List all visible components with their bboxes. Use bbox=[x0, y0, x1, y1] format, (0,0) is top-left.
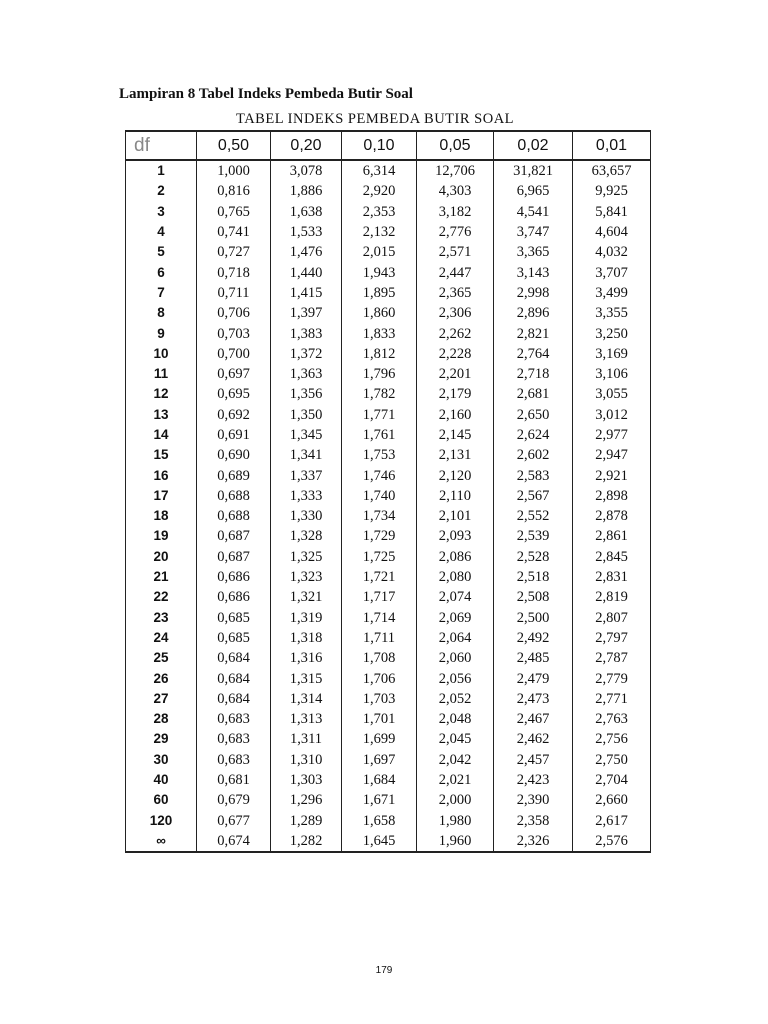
value-cell: 2,920 bbox=[342, 181, 417, 201]
value-cell: 1,318 bbox=[271, 628, 342, 648]
value-cell: 1,761 bbox=[342, 425, 417, 445]
column-header-significance: 0,20 bbox=[271, 131, 342, 160]
table-row bbox=[126, 668, 651, 688]
value-cell: 3,499 bbox=[573, 283, 651, 303]
df-cell: 25 bbox=[126, 648, 197, 668]
df-cell: 1 bbox=[126, 160, 197, 181]
value-cell: 2,977 bbox=[573, 425, 651, 445]
value-cell: 0,700 bbox=[197, 344, 271, 364]
value-cell: 1,440 bbox=[271, 262, 342, 282]
value-cell: 2,064 bbox=[417, 628, 494, 648]
value-cell: 1,703 bbox=[342, 689, 417, 709]
table-row bbox=[126, 729, 651, 749]
value-cell: 2,763 bbox=[573, 709, 651, 729]
value-cell: 2,756 bbox=[573, 729, 651, 749]
value-cell: 0,684 bbox=[197, 648, 271, 668]
value-cell: 0,684 bbox=[197, 689, 271, 709]
value-cell: 1,943 bbox=[342, 262, 417, 282]
value-cell: 2,048 bbox=[417, 709, 494, 729]
value-cell: 3,707 bbox=[573, 262, 651, 282]
value-cell: 0,685 bbox=[197, 628, 271, 648]
value-cell: 0,684 bbox=[197, 668, 271, 688]
table-row bbox=[126, 628, 651, 648]
value-cell: 1,645 bbox=[342, 831, 417, 852]
value-cell: 2,110 bbox=[417, 486, 494, 506]
value-cell: 2,528 bbox=[494, 547, 573, 567]
table-title: TABEL INDEKS PEMBEDA BUTIR SOAL bbox=[236, 111, 515, 127]
value-cell: 1,771 bbox=[342, 405, 417, 425]
value-cell: 2,000 bbox=[417, 790, 494, 810]
df-cell: 21 bbox=[126, 567, 197, 587]
value-cell: 2,132 bbox=[342, 222, 417, 242]
value-cell: 1,886 bbox=[271, 181, 342, 201]
value-cell: 2,771 bbox=[573, 689, 651, 709]
value-cell: 1,330 bbox=[271, 506, 342, 526]
value-cell: 12,706 bbox=[417, 160, 494, 181]
value-cell: 0,677 bbox=[197, 811, 271, 831]
value-cell: 2,921 bbox=[573, 465, 651, 485]
value-cell: 1,356 bbox=[271, 384, 342, 404]
value-cell: 0,691 bbox=[197, 425, 271, 445]
value-cell: 1,812 bbox=[342, 344, 417, 364]
table-row bbox=[126, 364, 651, 384]
value-cell: 9,925 bbox=[573, 181, 651, 201]
value-cell: 2,947 bbox=[573, 445, 651, 465]
table-row bbox=[126, 750, 651, 770]
table-row bbox=[126, 384, 651, 404]
value-cell: 2,145 bbox=[417, 425, 494, 445]
table-row bbox=[126, 303, 651, 323]
value-cell: 2,201 bbox=[417, 364, 494, 384]
table-row bbox=[126, 831, 651, 852]
df-cell: 26 bbox=[126, 668, 197, 688]
value-cell: 0,683 bbox=[197, 750, 271, 770]
value-cell: 1,796 bbox=[342, 364, 417, 384]
value-cell: 3,055 bbox=[573, 384, 651, 404]
table-row bbox=[126, 770, 651, 790]
value-cell: 0,688 bbox=[197, 506, 271, 526]
column-header-significance: 0,02 bbox=[494, 131, 573, 160]
value-cell: 1,315 bbox=[271, 668, 342, 688]
value-cell: 2,787 bbox=[573, 648, 651, 668]
value-cell: 1,714 bbox=[342, 608, 417, 628]
value-cell: 1,296 bbox=[271, 790, 342, 810]
value-cell: 1,415 bbox=[271, 283, 342, 303]
table-row bbox=[126, 262, 651, 282]
value-cell: 1,345 bbox=[271, 425, 342, 445]
value-cell: 1,729 bbox=[342, 526, 417, 546]
value-cell: 3,250 bbox=[573, 323, 651, 343]
value-cell: 3,355 bbox=[573, 303, 651, 323]
value-cell: 1,316 bbox=[271, 648, 342, 668]
table-row bbox=[126, 567, 651, 587]
table-row bbox=[126, 526, 651, 546]
value-cell: 3,078 bbox=[271, 160, 342, 181]
value-cell: 2,228 bbox=[417, 344, 494, 364]
value-cell: 1,383 bbox=[271, 323, 342, 343]
value-cell: 1,476 bbox=[271, 242, 342, 262]
table-row bbox=[126, 323, 651, 343]
value-cell: 2,845 bbox=[573, 547, 651, 567]
value-cell: 2,764 bbox=[494, 344, 573, 364]
value-cell: 2,069 bbox=[417, 608, 494, 628]
value-cell: 2,365 bbox=[417, 283, 494, 303]
value-cell: 0,690 bbox=[197, 445, 271, 465]
value-cell: 2,101 bbox=[417, 506, 494, 526]
value-cell: 0,695 bbox=[197, 384, 271, 404]
value-cell: 5,841 bbox=[573, 202, 651, 222]
df-cell: 13 bbox=[126, 405, 197, 425]
table-row bbox=[126, 465, 651, 485]
value-cell: 1,372 bbox=[271, 344, 342, 364]
value-cell: 2,021 bbox=[417, 770, 494, 790]
value-cell: 2,353 bbox=[342, 202, 417, 222]
value-cell: 31,821 bbox=[494, 160, 573, 181]
value-cell: 2,120 bbox=[417, 465, 494, 485]
df-cell: 9 bbox=[126, 323, 197, 343]
value-cell: 1,397 bbox=[271, 303, 342, 323]
value-cell: 2,660 bbox=[573, 790, 651, 810]
value-cell: 2,262 bbox=[417, 323, 494, 343]
value-cell: 0,686 bbox=[197, 587, 271, 607]
table-row bbox=[126, 587, 651, 607]
df-cell: 20 bbox=[126, 547, 197, 567]
value-cell: 0,692 bbox=[197, 405, 271, 425]
value-cell: 1,313 bbox=[271, 709, 342, 729]
df-cell: 28 bbox=[126, 709, 197, 729]
value-cell: 2,326 bbox=[494, 831, 573, 852]
value-cell: 1,860 bbox=[342, 303, 417, 323]
value-cell: 0,687 bbox=[197, 547, 271, 567]
value-cell: 2,571 bbox=[417, 242, 494, 262]
value-cell: 0,689 bbox=[197, 465, 271, 485]
df-cell: 7 bbox=[126, 283, 197, 303]
df-cell: 3 bbox=[126, 202, 197, 222]
value-cell: 2,473 bbox=[494, 689, 573, 709]
value-cell: 2,896 bbox=[494, 303, 573, 323]
value-cell: 63,657 bbox=[573, 160, 651, 181]
df-cell: 14 bbox=[126, 425, 197, 445]
value-cell: 2,704 bbox=[573, 770, 651, 790]
table-row bbox=[126, 547, 651, 567]
value-cell: 2,539 bbox=[494, 526, 573, 546]
page-heading: Lampiran 8 Tabel Indeks Pembeda Butir Soal bbox=[119, 86, 413, 102]
value-cell: 1,684 bbox=[342, 770, 417, 790]
value-cell: 2,797 bbox=[573, 628, 651, 648]
table-row bbox=[126, 202, 651, 222]
df-cell: 27 bbox=[126, 689, 197, 709]
value-cell: 1,638 bbox=[271, 202, 342, 222]
value-cell: 1,337 bbox=[271, 465, 342, 485]
df-cell: 15 bbox=[126, 445, 197, 465]
df-cell: 12 bbox=[126, 384, 197, 404]
table-row bbox=[126, 689, 651, 709]
value-cell: 2,898 bbox=[573, 486, 651, 506]
value-cell: 1,321 bbox=[271, 587, 342, 607]
table-body bbox=[126, 160, 651, 852]
table-row bbox=[126, 181, 651, 201]
df-cell: 19 bbox=[126, 526, 197, 546]
value-cell: 1,319 bbox=[271, 608, 342, 628]
value-cell: 1,740 bbox=[342, 486, 417, 506]
value-cell: 2,467 bbox=[494, 709, 573, 729]
value-cell: 2,779 bbox=[573, 668, 651, 688]
value-cell: 2,681 bbox=[494, 384, 573, 404]
value-cell: 1,708 bbox=[342, 648, 417, 668]
value-cell: 1,833 bbox=[342, 323, 417, 343]
value-cell: 2,457 bbox=[494, 750, 573, 770]
value-cell: 2,861 bbox=[573, 526, 651, 546]
value-cell: 0,683 bbox=[197, 729, 271, 749]
value-cell: 1,734 bbox=[342, 506, 417, 526]
value-cell: 2,086 bbox=[417, 547, 494, 567]
header-row bbox=[126, 131, 651, 160]
value-cell: 2,567 bbox=[494, 486, 573, 506]
df-cell: 16 bbox=[126, 465, 197, 485]
value-cell: 3,012 bbox=[573, 405, 651, 425]
value-cell: 2,552 bbox=[494, 506, 573, 526]
table-row bbox=[126, 160, 651, 181]
value-cell: 0,674 bbox=[197, 831, 271, 852]
table-row bbox=[126, 486, 651, 506]
value-cell: 1,000 bbox=[197, 160, 271, 181]
table-row bbox=[126, 283, 651, 303]
column-header-significance: 0,50 bbox=[197, 131, 271, 160]
value-cell: 2,750 bbox=[573, 750, 651, 770]
value-cell: 1,699 bbox=[342, 729, 417, 749]
value-cell: 1,980 bbox=[417, 811, 494, 831]
df-cell: 11 bbox=[126, 364, 197, 384]
value-cell: 2,617 bbox=[573, 811, 651, 831]
value-cell: 6,965 bbox=[494, 181, 573, 201]
df-cell: 5 bbox=[126, 242, 197, 262]
df-cell: 6 bbox=[126, 262, 197, 282]
value-cell: 1,782 bbox=[342, 384, 417, 404]
table-header bbox=[126, 131, 651, 160]
value-cell: 3,182 bbox=[417, 202, 494, 222]
value-cell: 2,576 bbox=[573, 831, 651, 852]
value-cell: 2,131 bbox=[417, 445, 494, 465]
value-cell: 0,679 bbox=[197, 790, 271, 810]
value-cell: 0,685 bbox=[197, 608, 271, 628]
table-row bbox=[126, 445, 651, 465]
df-cell: 29 bbox=[126, 729, 197, 749]
table-row bbox=[126, 242, 651, 262]
value-cell: 2,306 bbox=[417, 303, 494, 323]
value-cell: 1,960 bbox=[417, 831, 494, 852]
df-cell: 23 bbox=[126, 608, 197, 628]
value-cell: 1,303 bbox=[271, 770, 342, 790]
value-cell: 1,706 bbox=[342, 668, 417, 688]
value-cell: 2,819 bbox=[573, 587, 651, 607]
value-cell: 2,518 bbox=[494, 567, 573, 587]
table-row bbox=[126, 648, 651, 668]
value-cell: 4,303 bbox=[417, 181, 494, 201]
value-cell: 1,289 bbox=[271, 811, 342, 831]
value-cell: 2,718 bbox=[494, 364, 573, 384]
value-cell: 0,687 bbox=[197, 526, 271, 546]
value-cell: 0,816 bbox=[197, 181, 271, 201]
value-cell: 2,508 bbox=[494, 587, 573, 607]
value-cell: 2,423 bbox=[494, 770, 573, 790]
value-cell: 2,583 bbox=[494, 465, 573, 485]
column-header-significance: 0,05 bbox=[417, 131, 494, 160]
value-cell: 0,703 bbox=[197, 323, 271, 343]
value-cell: 2,821 bbox=[494, 323, 573, 343]
df-cell: 17 bbox=[126, 486, 197, 506]
value-cell: 0,683 bbox=[197, 709, 271, 729]
column-header-df: df bbox=[126, 131, 197, 160]
value-cell: 4,604 bbox=[573, 222, 651, 242]
value-cell: 1,323 bbox=[271, 567, 342, 587]
value-cell: 2,650 bbox=[494, 405, 573, 425]
value-cell: 1,363 bbox=[271, 364, 342, 384]
value-cell: 0,697 bbox=[197, 364, 271, 384]
df-cell: 30 bbox=[126, 750, 197, 770]
value-cell: 2,447 bbox=[417, 262, 494, 282]
table-row bbox=[126, 405, 651, 425]
value-cell: 2,998 bbox=[494, 283, 573, 303]
table-row bbox=[126, 709, 651, 729]
value-cell: 4,032 bbox=[573, 242, 651, 262]
value-cell: 0,718 bbox=[197, 262, 271, 282]
value-cell: 2,485 bbox=[494, 648, 573, 668]
df-cell: 24 bbox=[126, 628, 197, 648]
df-cell: 4 bbox=[126, 222, 197, 242]
column-header-significance: 0,01 bbox=[573, 131, 651, 160]
df-cell: 10 bbox=[126, 344, 197, 364]
value-cell: 2,462 bbox=[494, 729, 573, 749]
value-cell: 1,533 bbox=[271, 222, 342, 242]
value-cell: 2,074 bbox=[417, 587, 494, 607]
value-cell: 1,325 bbox=[271, 547, 342, 567]
value-cell: 2,093 bbox=[417, 526, 494, 546]
value-cell: 2,807 bbox=[573, 608, 651, 628]
value-cell: 2,390 bbox=[494, 790, 573, 810]
value-cell: 2,831 bbox=[573, 567, 651, 587]
value-cell: 2,179 bbox=[417, 384, 494, 404]
value-cell: 1,697 bbox=[342, 750, 417, 770]
value-cell: 1,711 bbox=[342, 628, 417, 648]
table-row bbox=[126, 608, 651, 628]
value-cell: 1,282 bbox=[271, 831, 342, 852]
value-cell: 1,314 bbox=[271, 689, 342, 709]
value-cell: 1,721 bbox=[342, 567, 417, 587]
index-table bbox=[125, 130, 651, 853]
value-cell: 1,671 bbox=[342, 790, 417, 810]
table-row bbox=[126, 344, 651, 364]
value-cell: 1,717 bbox=[342, 587, 417, 607]
value-cell: 2,042 bbox=[417, 750, 494, 770]
value-cell: 2,080 bbox=[417, 567, 494, 587]
value-cell: 1,310 bbox=[271, 750, 342, 770]
value-cell: 0,688 bbox=[197, 486, 271, 506]
value-cell: 0,706 bbox=[197, 303, 271, 323]
value-cell: 2,500 bbox=[494, 608, 573, 628]
value-cell: 1,341 bbox=[271, 445, 342, 465]
value-cell: 1,333 bbox=[271, 486, 342, 506]
value-cell: 2,015 bbox=[342, 242, 417, 262]
value-cell: 1,725 bbox=[342, 547, 417, 567]
df-cell: 8 bbox=[126, 303, 197, 323]
df-cell: 60 bbox=[126, 790, 197, 810]
value-cell: 2,776 bbox=[417, 222, 494, 242]
df-cell: 18 bbox=[126, 506, 197, 526]
column-header-significance: 0,10 bbox=[342, 131, 417, 160]
value-cell: 4,541 bbox=[494, 202, 573, 222]
value-cell: 1,658 bbox=[342, 811, 417, 831]
value-cell: 2,056 bbox=[417, 668, 494, 688]
value-cell: 0,741 bbox=[197, 222, 271, 242]
table-row bbox=[126, 811, 651, 831]
value-cell: 1,746 bbox=[342, 465, 417, 485]
df-cell: 120 bbox=[126, 811, 197, 831]
value-cell: 3,143 bbox=[494, 262, 573, 282]
value-cell: 3,169 bbox=[573, 344, 651, 364]
value-cell: 2,358 bbox=[494, 811, 573, 831]
table-row bbox=[126, 222, 651, 242]
df-cell: 2 bbox=[126, 181, 197, 201]
value-cell: 1,350 bbox=[271, 405, 342, 425]
value-cell: 0,711 bbox=[197, 283, 271, 303]
value-cell: 1,753 bbox=[342, 445, 417, 465]
value-cell: 2,878 bbox=[573, 506, 651, 526]
value-cell: 0,686 bbox=[197, 567, 271, 587]
value-cell: 3,365 bbox=[494, 242, 573, 262]
value-cell: 3,106 bbox=[573, 364, 651, 384]
value-cell: 1,328 bbox=[271, 526, 342, 546]
value-cell: 0,765 bbox=[197, 202, 271, 222]
value-cell: 1,701 bbox=[342, 709, 417, 729]
value-cell: 2,479 bbox=[494, 668, 573, 688]
value-cell: 0,681 bbox=[197, 770, 271, 790]
df-cell: ∞ bbox=[126, 831, 197, 852]
df-cell: 40 bbox=[126, 770, 197, 790]
value-cell: 6,314 bbox=[342, 160, 417, 181]
page-number: 179 bbox=[375, 965, 393, 976]
table-row bbox=[126, 506, 651, 526]
value-cell: 2,602 bbox=[494, 445, 573, 465]
value-cell: 2,052 bbox=[417, 689, 494, 709]
value-cell: 2,060 bbox=[417, 648, 494, 668]
value-cell: 2,045 bbox=[417, 729, 494, 749]
table-row bbox=[126, 790, 651, 810]
value-cell: 0,727 bbox=[197, 242, 271, 262]
value-cell: 3,747 bbox=[494, 222, 573, 242]
value-cell: 2,160 bbox=[417, 405, 494, 425]
value-cell: 1,895 bbox=[342, 283, 417, 303]
df-cell: 22 bbox=[126, 587, 197, 607]
table-row bbox=[126, 425, 651, 445]
value-cell: 2,492 bbox=[494, 628, 573, 648]
value-cell: 2,624 bbox=[494, 425, 573, 445]
value-cell: 1,311 bbox=[271, 729, 342, 749]
